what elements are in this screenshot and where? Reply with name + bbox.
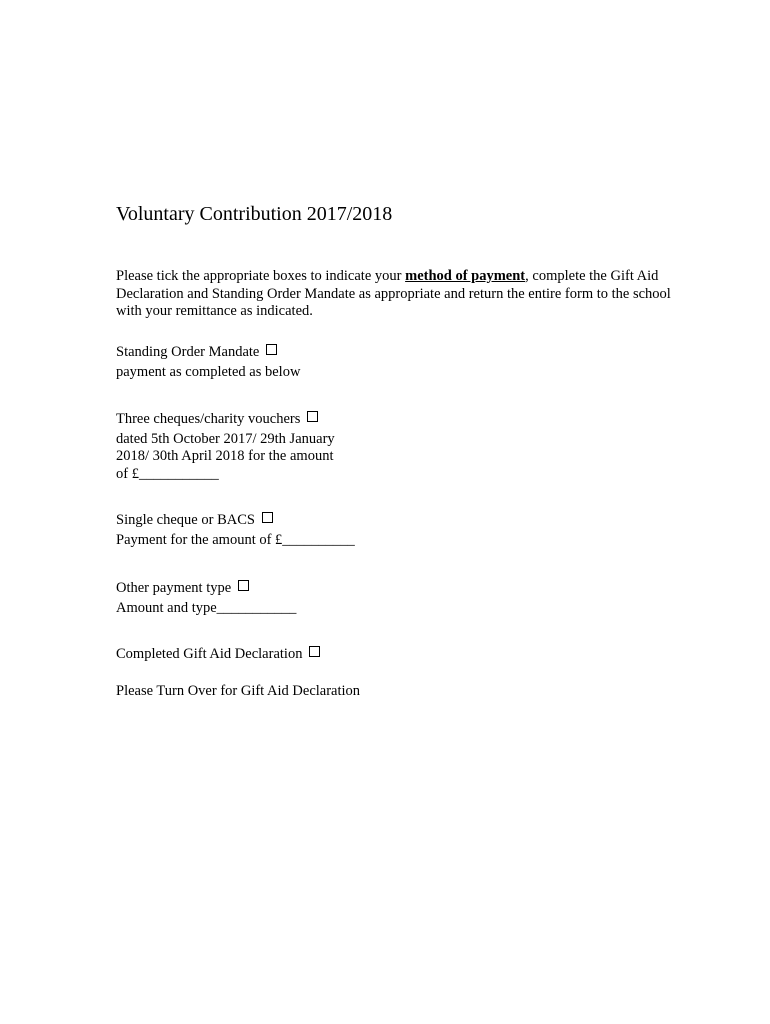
- option-label: Single cheque or BACS: [116, 512, 255, 528]
- gift-aid-checkbox[interactable]: [309, 646, 320, 657]
- option-detail: dated 5th October 2017/ 29th January: [116, 430, 335, 447]
- option-label-row: [116, 411, 335, 429]
- option-standing-order: [116, 344, 300, 381]
- option-label-row: [116, 344, 300, 362]
- amount-type-field-line[interactable]: Amount and type___________: [116, 599, 297, 616]
- option-detail: 2018/ 30th April 2018 for the amount: [116, 448, 334, 464]
- option-other-payment: [116, 580, 296, 617]
- option-label-row: [116, 512, 355, 530]
- single-cheque-bacs-checkbox[interactable]: [262, 512, 273, 523]
- option-label: Completed Gift Aid Declaration: [116, 646, 303, 662]
- other-payment-checkbox[interactable]: [238, 580, 249, 591]
- option-single-cheque-bacs: [116, 512, 355, 549]
- page-title: Voluntary Contribution 2017/2018: [116, 203, 393, 225]
- option-gift-aid: [116, 646, 320, 664]
- standing-order-checkbox[interactable]: [266, 344, 277, 355]
- option-label: Three cheques/charity vouchers: [116, 411, 301, 427]
- turn-over-note: Please Turn Over for Gift Aid Declaration: [116, 683, 361, 699]
- three-cheques-checkbox[interactable]: [307, 411, 318, 422]
- option-label: Other payment type: [116, 580, 232, 596]
- intro-emphasis-method-of-payment: method of payment: [405, 268, 526, 284]
- option-detail: payment as completed as below: [116, 363, 301, 380]
- amount-field-line[interactable]: Payment for the amount of £__________: [116, 531, 355, 548]
- option-label-row: [116, 646, 320, 664]
- option-label: Standing Order Mandate: [116, 344, 260, 360]
- intro-paragraph: [116, 268, 676, 321]
- intro-text-after: , complete the Gift Aid Declaration and Standing Order Mandate as appropriate and return the entire form to the school with your remittance as indicated.: [116, 268, 671, 319]
- option-three-cheques: [116, 411, 335, 483]
- option-label-row: [116, 580, 296, 598]
- amount-field-line[interactable]: of £___________: [116, 465, 219, 482]
- intro-text-before: Please tick the appropriate boxes to indicate your: [116, 268, 406, 284]
